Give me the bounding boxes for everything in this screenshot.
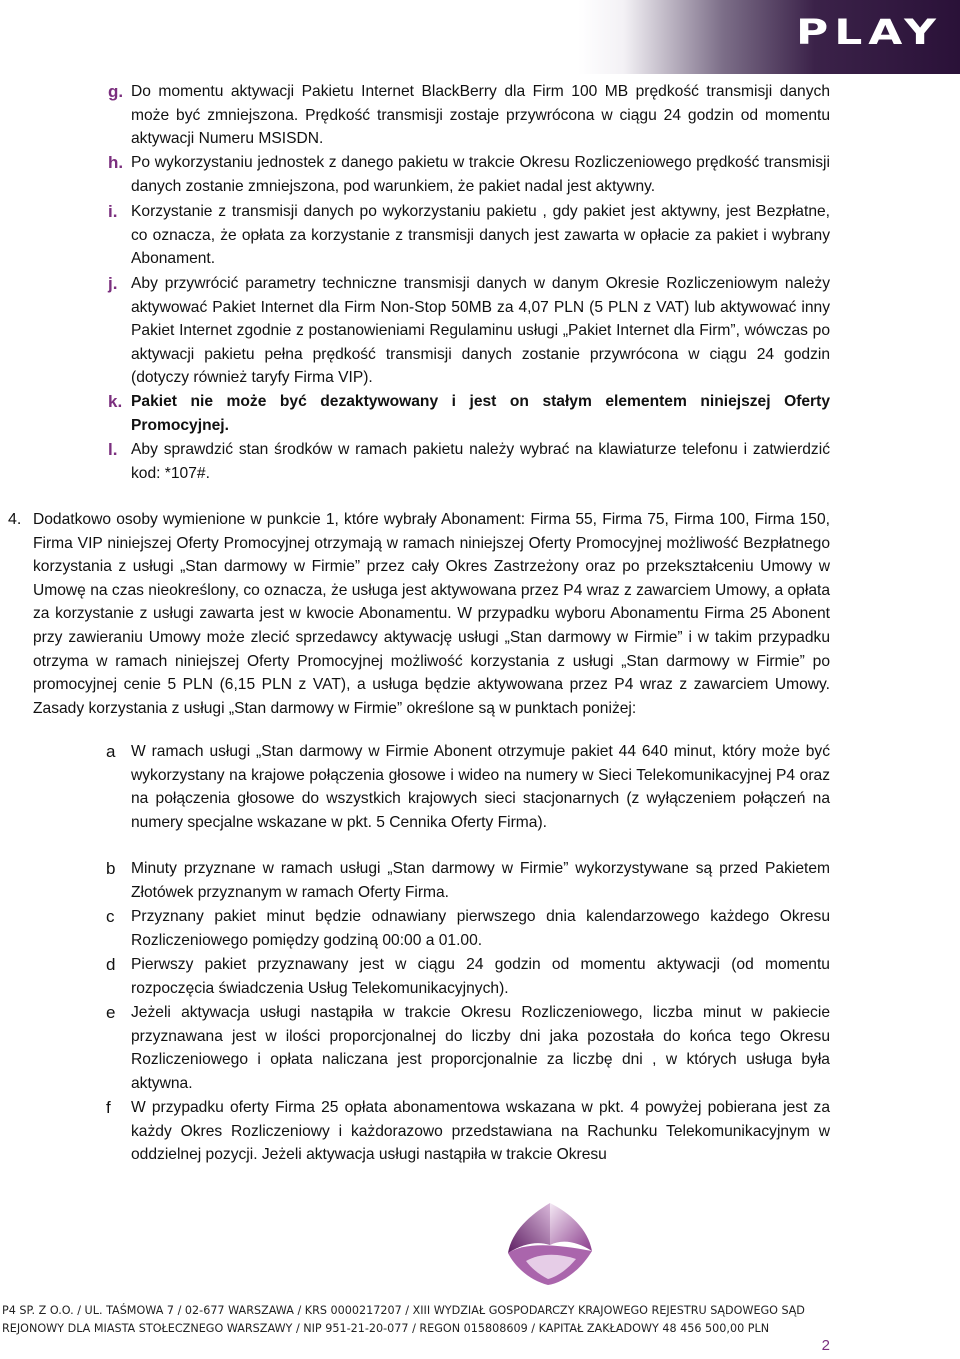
list-item-e: Jeżeli aktywacja usługi nastąpiła w trakcie Okresu Rozliczeniowego, liczba minut w pakiecie przyznawana jest w ilości proporcjonalnej do liczby dni jaka pozostała do końca tego Okresu Rozliczeniowego i opłata naliczana jest proporcjonalnie za liczbę dni , w których usługa była aktywna. xyxy=(131,1004,830,1092)
play-crystal-logo xyxy=(496,1195,604,1291)
list-marker-g: g. xyxy=(108,82,124,101)
list-item-b: Minuty przyznane w ramach usługi „Stan darmowy w Firmie” wykorzystywane są przed Pakietem Złotówek przyznanym w ramach Oferty Firma. xyxy=(131,860,830,901)
list-marker-k: k. xyxy=(108,392,123,411)
list-item-k: Pakiet nie może być dezaktywowany i jest on stałym elementem niniejszej Oferty Promocyjnej. xyxy=(131,393,830,434)
list-marker-h: h. xyxy=(108,153,124,172)
list-item-c: Przyznany pakiet minut będzie odnawiany pierwszego dnia kalendarzowego każdego Okresu Rozliczeniowego pomiędzy godziną 00:00 a 01.00. xyxy=(131,908,830,949)
list-item-j: Aby przywrócić parametry techniczne transmisji danych w danym Okresie Rozliczeniowym należy aktywować Pakiet Internet dla Firm Non-Stop 50MB za 4,07 PLN (5 PLN z VAT) lub aktywować inny Pakiet Internet zgodnie z postanowieniami Regulaminu usługi „Pakiet Internet dla Firm”, wówczas po aktywacji pakietu pełna prędkość transmisji danych zostanie przywrócona w ciągu 24 godzin (dotyczy również taryfy Firma VIP). xyxy=(131,275,830,387)
page-footer xyxy=(0,1302,960,1338)
play-logo-text: PLAY xyxy=(796,13,942,53)
play-logo xyxy=(578,0,960,74)
list-marker-f: f xyxy=(106,1098,111,1117)
list-item-a: W ramach usługi „Stan darmowy w Firmie Abonent otrzymuje pakiet 44 640 minut, który może być wykorzystany na krajowe połączenia głosowe i wideo na numery w Sieci Telekomunikacyjnej P4 oraz na połączenia głosowe do wszystkich krajowych sieci stacjonarnych (z wyłączeniem połączeń na numery specjalne wskazane w pkt. 5 Cennika Oferty Firma). xyxy=(131,743,830,831)
list-item-h: Po wykorzystaniu jednostek z danego pakietu w trakcie Okresu Rozliczeniowego prędkość transmisji danych zostanie zmniejszona, pod warunkiem, że pakiet nadal jest aktywny. xyxy=(131,154,830,195)
footer-line-1: P4 SP. Z O.O. / UL. TAŚMOWA 7 / 02-677 WARSZAWA / KRS 0000217207 / XIII WYDZIAŁ GOSPODARCZY KRAJOWEGO REJESTRU SĄDOWEGO SĄD xyxy=(2,1304,805,1317)
list-marker-i: i. xyxy=(108,202,118,221)
footer-line-2: REJONOWY DLA MIASTA STOŁECZNEGO WARSZAWY / NIP 951-21-20-077 / REGON 015808609 / KAPITAŁ ZAKŁADOWY 48 456 500,00 PLN xyxy=(2,1322,770,1335)
list-item-d: Pierwszy pakiet przyznawany jest w ciągu 24 godzin od momentu aktywacji (od momentu rozpoczęcia świadczenia Usług Telekomunikacyjnych). xyxy=(131,956,830,997)
list-marker-l: l. xyxy=(108,440,118,459)
list-item-f: W przypadku oferty Firma 25 opłata abonamentowa wskazana w pkt. 4 powyżej pobierana jest za każdy Okres Rozliczeniowy i każdorazowo przedstawiana na Rachunku Telekomunikacyjnym w oddzielnej pozycji. Jeżeli aktywacja usługi nastąpiła w trakcie Okresu xyxy=(131,1099,830,1164)
list-marker-b: b xyxy=(106,859,116,878)
list-marker-c: c xyxy=(106,907,115,926)
list-marker-d: d xyxy=(106,955,116,974)
point-4-text: Dodatkowo osoby wymienione w punkcie 1, które wybrały Abonament: Firma 55, Firma 75, Firma 100, Firma 150, Firma VIP niniejszej Oferty Promocyjnej otrzymają w ramach niniejszej Oferty Promocyjnej możliwość Bezpłatnego korzystania z usługi „Stan darmowy w Firmie” przez cały Okres Zastrzeżony oraz po przekształceniu Umowy w Umowę na czas nieokreślony, co oznacza, że usługa jest aktywowana przez P4 wraz z zawarciem Umowy, a opłata za korzystanie z usługi zawarta jest w kwocie Abonamentu. W przypadku wyboru Abonamentu Firma 25 Abonent przy zawieraniu Umowy może zlecić sprzedawcy aktywację usługi „Stan darmowy w Firmie” i w takim przypadku otrzyma w ramach niniejszej Oferty Promocyjnej możliwość korzystania z usługi „Stan darmowy w Firmie” po promocyjnej cenie 5 PLN (6,15 PLN z VAT), a usługa będzie aktywowana przez P4 wraz z zawarciem Umowy. Zasady korzystania z usługi „Stan darmowy w Firmie” określone są w punktach poniżej: xyxy=(33,511,830,717)
page-number: 2 xyxy=(821,1337,830,1354)
list-item-l: Aby sprawdzić stan środków w ramach pakietu należy wybrać na klawiaturze telefonu i zatwierdzić kod: *107#. xyxy=(131,441,830,482)
list-marker-j: j. xyxy=(108,274,118,293)
point-4-marker: 4. xyxy=(8,511,22,528)
list-marker-e: e xyxy=(106,1003,116,1022)
list-item-g: Do momentu aktywacji Pakietu Internet BlackBerry dla Firm 100 MB prędkość transmisji danych może być zmniejszona. Prędkość transmisji zostaje przywrócona w ciągu 24 godzin od momentu aktywacji Numeru MSISDN. xyxy=(131,83,830,148)
list-item-i: Korzystanie z transmisji danych po wykorzystaniu pakietu , gdy pakiet jest aktywny, jest Bezpłatne, co oznacza, że opłata za korzystanie z transmisji danych jest zawarta w opłacie za pakiet i wybrany Abonament. xyxy=(131,203,830,268)
list-marker-a: a xyxy=(106,742,116,761)
